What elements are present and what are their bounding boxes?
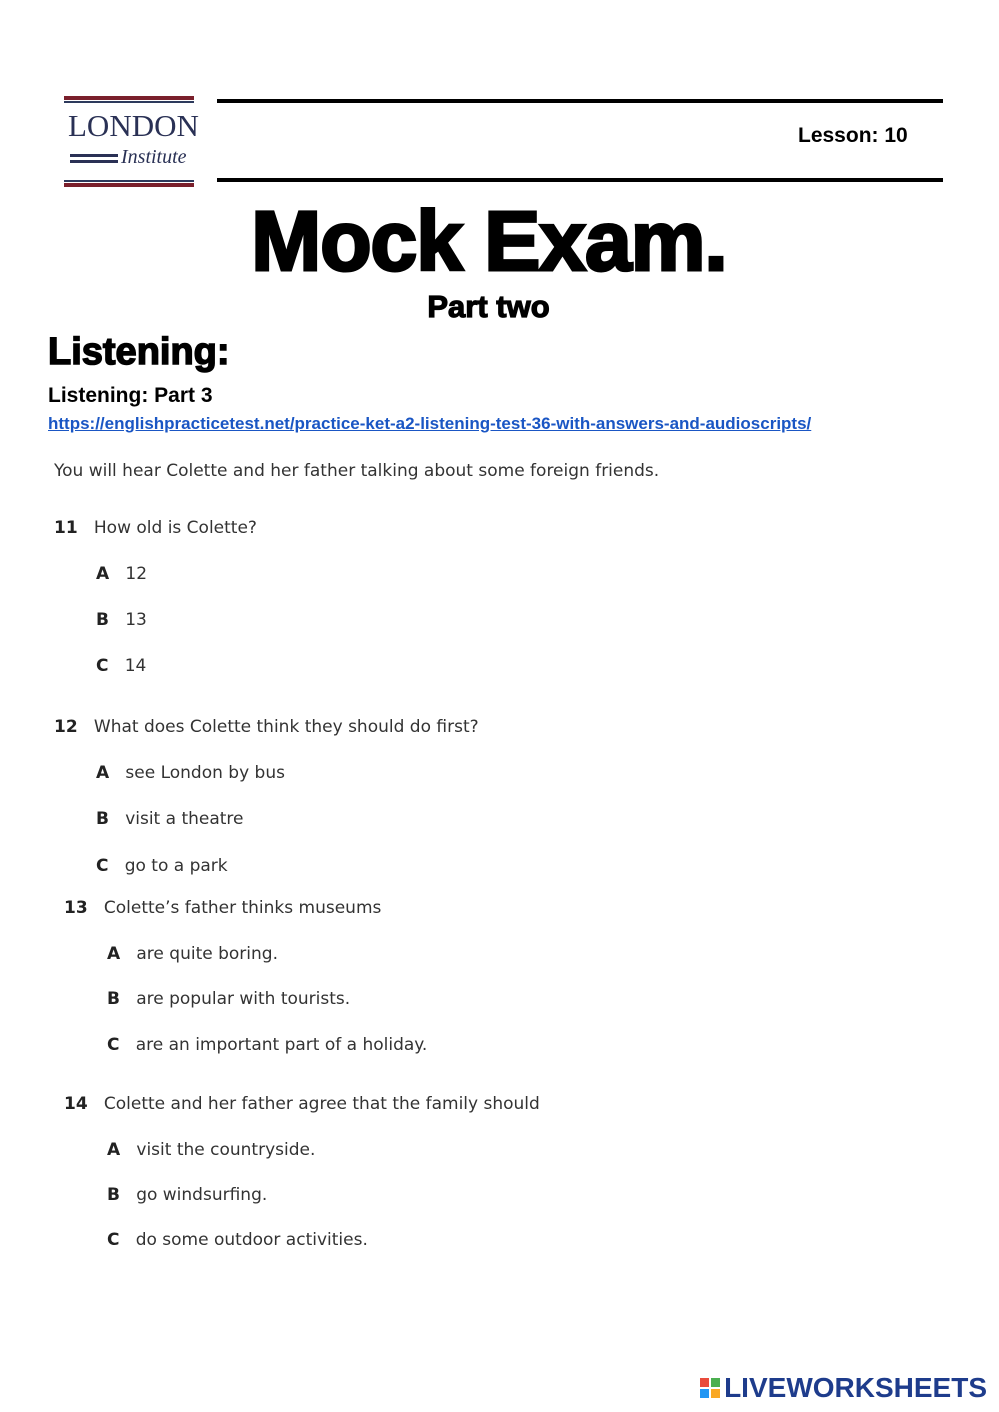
logo-word: LONDON	[68, 108, 199, 143]
option-text: visit the countryside.	[136, 1140, 316, 1160]
question-text: Colette’s father thinks museums	[103, 898, 382, 918]
option-text: go windsurfing.	[136, 1185, 268, 1205]
question-number: 11	[54, 518, 78, 538]
part-heading: Listening: Part 3	[48, 384, 213, 407]
option-text: visit a theatre	[125, 809, 244, 829]
option-letter: B	[96, 610, 109, 630]
lesson-number: Lesson: 10	[798, 124, 908, 147]
option-letter: C	[107, 1035, 120, 1055]
option[interactable]	[107, 1140, 315, 1160]
option-letter: C	[96, 656, 109, 676]
option-text: are popular with tourists.	[136, 989, 351, 1009]
option[interactable]	[107, 1185, 267, 1205]
page-title: Mock Exam.	[251, 194, 727, 288]
option-letter: A	[107, 1140, 121, 1160]
question-text: Colette and her father agree that the family should	[103, 1094, 540, 1114]
header-top-rule	[217, 99, 943, 103]
question-13	[64, 898, 381, 918]
option[interactable]	[107, 944, 278, 964]
option-letter: A	[96, 564, 110, 584]
london-institute-logo	[64, 92, 199, 188]
option[interactable]	[96, 656, 146, 676]
question-14	[64, 1094, 540, 1114]
question-number: 14	[64, 1094, 88, 1114]
question-text: How old is Colette?	[93, 518, 257, 538]
option-letter: C	[96, 856, 109, 876]
option[interactable]	[96, 564, 147, 584]
question-number: 12	[54, 717, 78, 737]
option-letter: A	[96, 763, 110, 783]
question-number: 13	[64, 898, 88, 918]
watermark-text: LIVEWORKSHEETS	[724, 1372, 987, 1403]
option-text: are quite boring.	[136, 944, 278, 964]
option-text: go to a park	[124, 856, 228, 876]
option-text: do some outdoor activities.	[135, 1230, 368, 1250]
option[interactable]	[107, 989, 350, 1009]
question-11	[54, 518, 257, 538]
practice-test-link[interactable]: https://englishpracticetest.net/practice-ket-a2-listening-test-36-with-answers-and-audioscripts/	[48, 414, 812, 433]
option-letter: C	[107, 1230, 120, 1250]
option-text: 12	[125, 564, 148, 584]
question-text: What does Colette think they should do first?	[93, 717, 479, 737]
option-text: are an important part of a holiday.	[135, 1035, 428, 1055]
option[interactable]	[107, 1035, 427, 1055]
instructions-text: You will hear Colette and her father talking about some foreign friends.	[54, 461, 660, 481]
option[interactable]	[96, 856, 228, 876]
option[interactable]	[96, 610, 147, 630]
logo-subtext: Institute	[121, 146, 187, 168]
question-12	[54, 717, 479, 737]
option-text: 14	[124, 656, 147, 676]
section-heading: Listening:	[48, 331, 230, 373]
liveworksheets-watermark	[700, 1371, 987, 1405]
header-bottom-rule	[217, 178, 943, 182]
option-text: see London by bus	[125, 763, 285, 783]
option-letter: B	[96, 809, 109, 829]
option-letter: B	[107, 989, 120, 1009]
option[interactable]	[107, 1230, 368, 1250]
option-letter: A	[107, 944, 121, 964]
page-subtitle: Part two	[427, 289, 550, 324]
option[interactable]	[96, 809, 244, 829]
liveworksheets-logo-icon	[700, 1378, 720, 1398]
option[interactable]	[96, 763, 285, 783]
option-letter: B	[107, 1185, 120, 1205]
option-text: 13	[125, 610, 147, 630]
